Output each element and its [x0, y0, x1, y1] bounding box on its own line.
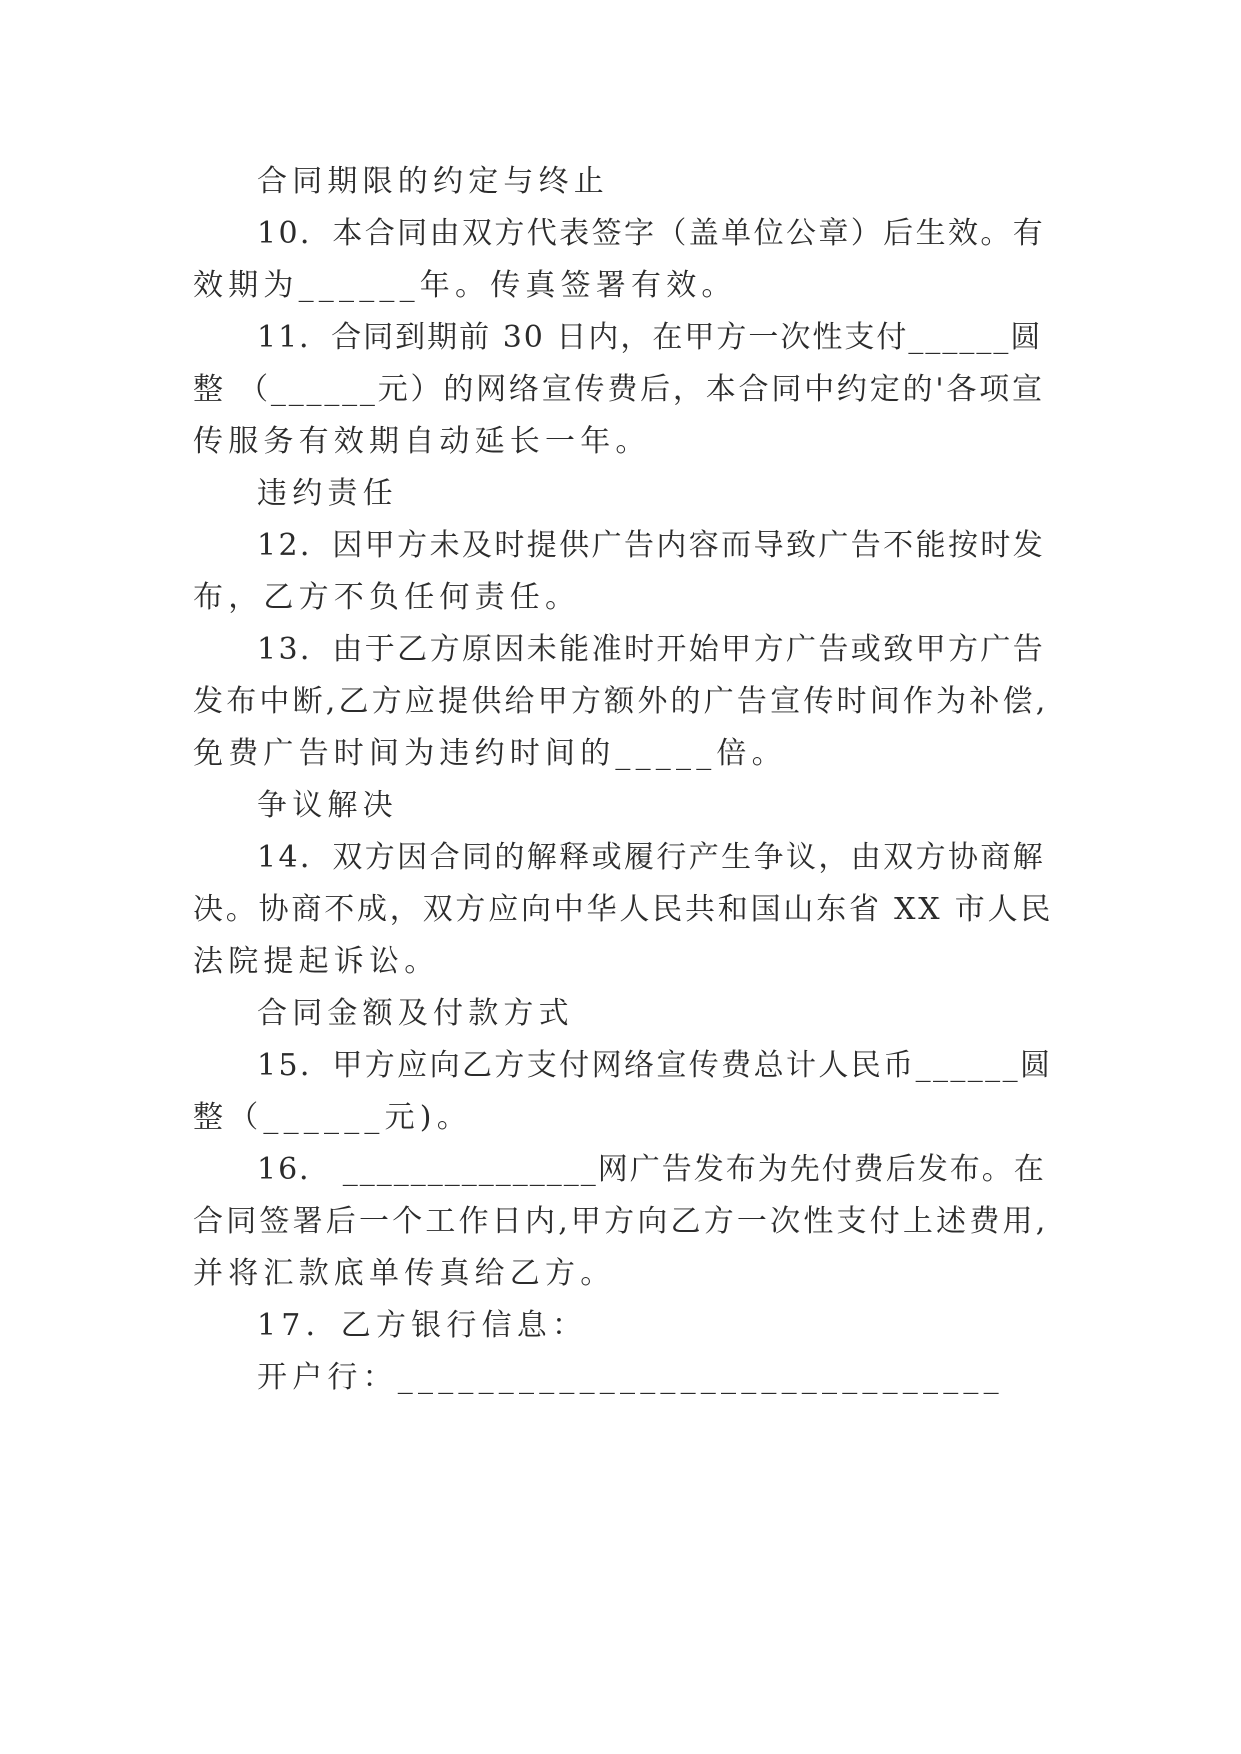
clause-15-line-2: 整（______元)。	[193, 1100, 472, 1135]
clause-12-line-1: 12．因甲方未及时提供广告内容而导致广告不能按时发	[257, 528, 1046, 563]
clause-13-line-2: 发布中断,乙方应提供给甲方额外的广告宣传时间作为补偿,	[193, 684, 1049, 719]
clause-12-line-2: 布，乙方不负任何责任。	[193, 580, 581, 615]
clause-14-line-3: 法院提起诉讼。	[193, 944, 440, 979]
clause-14-line-1: 14．双方因合同的解释或履行产生争议，由双方协商解	[257, 840, 1046, 875]
bank-name-line: 开户行：______________________________	[257, 1360, 1004, 1395]
clause-13-line-1: 13．由于乙方原因未能准时开始甲方广告或致甲方广告	[257, 632, 1046, 667]
section-heading-payment: 合同金额及付款方式	[257, 996, 574, 1031]
section-heading-term: 合同期限的约定与终止	[257, 164, 609, 199]
section-heading-liability: 违约责任	[257, 476, 398, 511]
clause-11-line-2: 整 （______元）的网络宣传费后，本合同中约定的'各项宣	[193, 372, 1045, 407]
clause-16-line-2: 合同签署后一个工作日内,甲方向乙方一次性支付上述费用,	[193, 1204, 1049, 1239]
clause-14-line-2: 决。协商不成，双方应向中华人民共和国山东省 XX 市人民	[193, 892, 1054, 927]
section-heading-dispute: 争议解决	[257, 788, 398, 823]
clause-16-line-1: 16． _______________网广告发布为先付费后发布。在	[257, 1152, 1046, 1187]
clause-11-line-1: 11．合同到期前 30 日内，在甲方一次性支付______圆	[257, 320, 1043, 355]
clause-10-line-1: 10．本合同由双方代表签字（盖单位公章）后生效。有	[257, 216, 1046, 251]
clause-10-line-2: 效期为______年。传真签署有效。	[193, 268, 737, 303]
clause-16-line-3: 并将汇款底单传真给乙方。	[193, 1256, 616, 1291]
clause-13-line-3: 免费广告时间为违约时间的_____倍。	[193, 736, 787, 771]
clause-11-line-3: 传服务有效期自动延长一年。	[193, 424, 651, 459]
clause-17-line-1: 17．乙方银行信息：	[257, 1308, 588, 1343]
clause-15-line-1: 15．甲方应向乙方支付网络宣传费总计人民币______圆	[257, 1048, 1053, 1083]
